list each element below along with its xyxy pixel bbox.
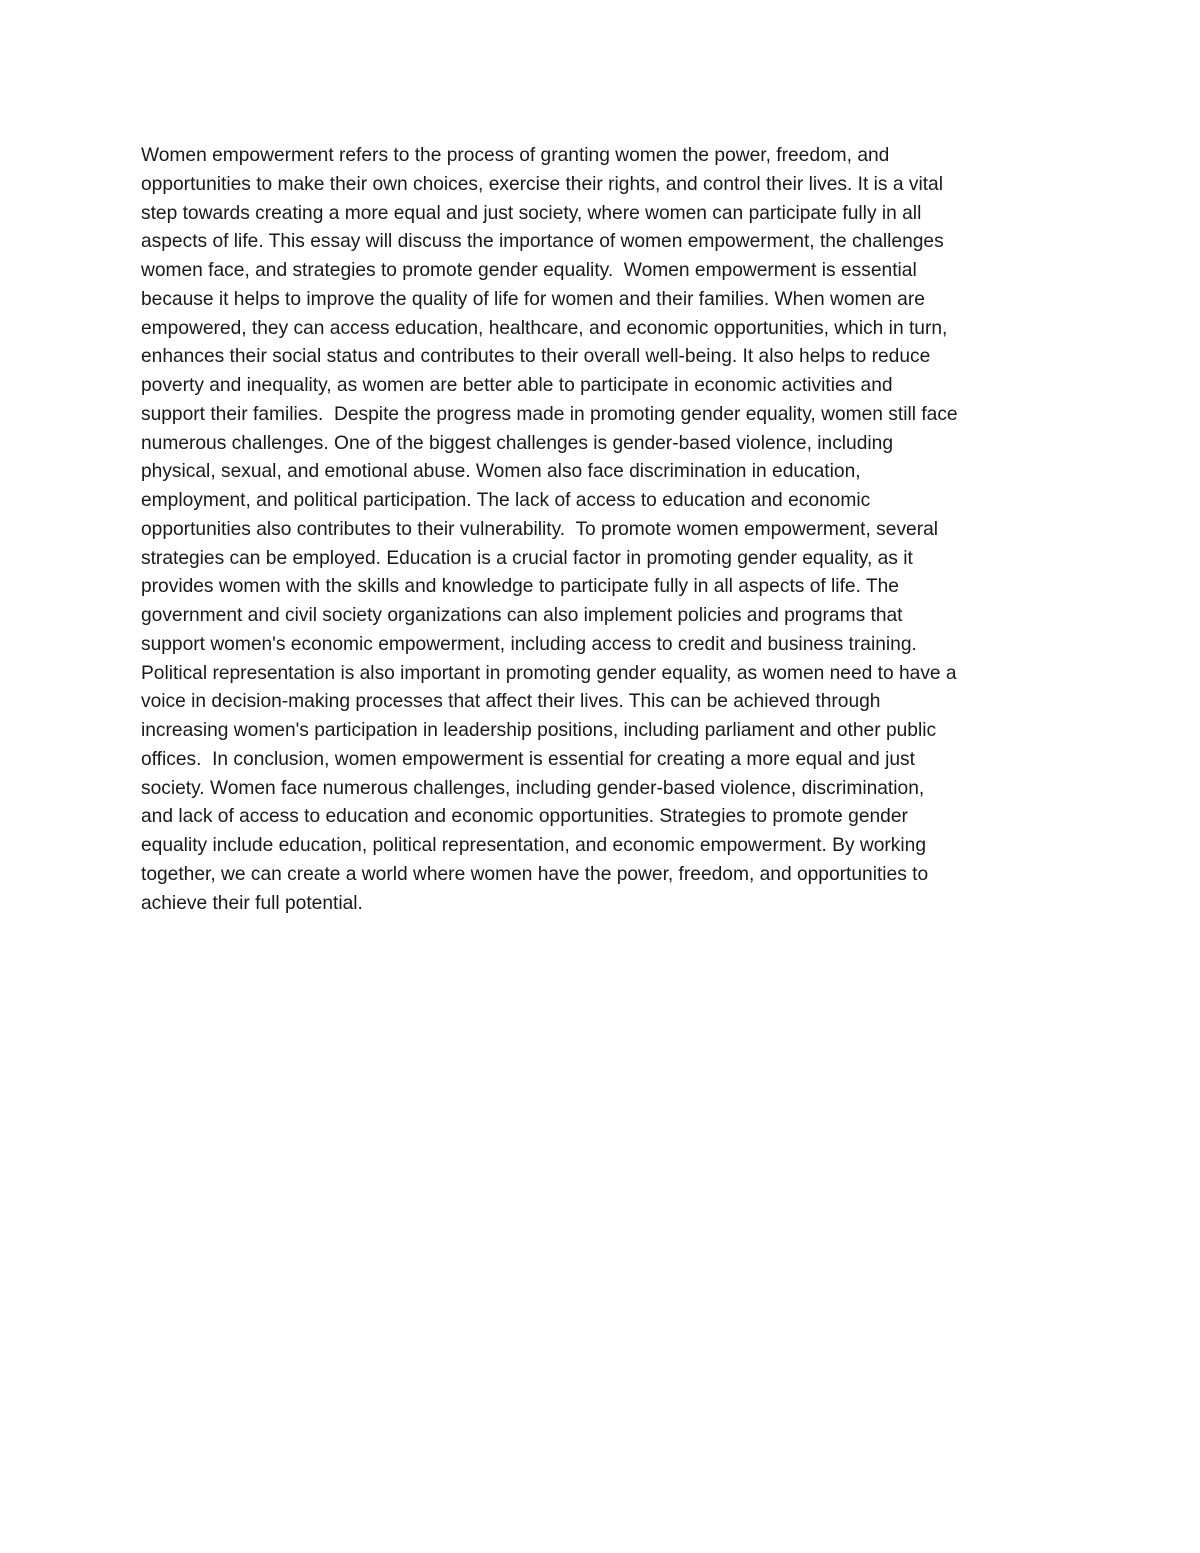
text-line: society. Women face numerous challenges, including gender-based violence, discrimination, xyxy=(141,777,925,799)
text-line: together, we can create a world where women have the power, freedom, and opportunities to xyxy=(141,863,929,885)
text-line: opportunities to make their own choices, exercise their rights, and control their lives. It is a vital xyxy=(141,173,943,195)
text-line: enhances their social status and contributes to their overall well-being. It also helps to reduce xyxy=(141,346,931,368)
text-line: aspects of life. This essay will discuss the importance of women empowerment, the challenges xyxy=(141,231,944,253)
text-line: step towards creating a more equal and just society, where women can participate fully in all xyxy=(141,202,922,224)
text-line: because it helps to improve the quality of life for women and their families. When women are xyxy=(141,288,925,310)
text-line: numerous challenges. One of the biggest challenges is gender-based violence, including xyxy=(141,432,893,454)
essay-body xyxy=(141,142,1071,918)
text-line: Political representation is also important in promoting gender equality, as women need to have a xyxy=(141,662,957,684)
text-line: support women's economic empowerment, including access to credit and business training. xyxy=(141,633,917,655)
text-line: poverty and inequality, as women are better able to participate in economic activities and xyxy=(141,375,893,396)
text-line: increasing women's participation in leadership positions, including parliament and other public xyxy=(141,720,937,741)
text-line: equality include education, political representation, and economic empowerment. By working xyxy=(141,835,926,856)
text-line: women face, and strategies to promote gender equality. Women empowerment is essential xyxy=(141,260,917,281)
text-line: Women empowerment refers to the process of granting women the power, freedom, and xyxy=(141,145,890,166)
text-line: physical, sexual, and emotional abuse. Women also face discrimination in education, xyxy=(141,461,861,483)
text-line: and lack of access to education and economic opportunities. Strategies to promote gender xyxy=(141,806,908,828)
text-line: provides women with the skills and knowledge to participate fully in all aspects of life. The xyxy=(141,576,899,598)
text-line: government and civil society organizations can also implement policies and programs that xyxy=(141,605,903,626)
text-line: offices. In conclusion, women empowerment is essential for creating a more equal and just xyxy=(141,748,915,770)
text-line: opportunities also contributes to their vulnerability. To promote women empowerment, several xyxy=(141,518,939,540)
text-line: support their families. Despite the progress made in promoting gender equality, women still face xyxy=(141,403,958,425)
text-line: strategies can be employed. Education is a crucial factor in promoting gender equality, as it xyxy=(141,547,913,569)
text-line: voice in decision-making processes that affect their lives. This can be achieved through xyxy=(141,691,881,713)
text-line: empowered, they can access education, healthcare, and economic opportunities, which in turn, xyxy=(141,317,948,339)
text-line: achieve their full potential. xyxy=(141,892,363,914)
text-line: employment, and political participation. The lack of access to education and economic xyxy=(141,490,871,511)
